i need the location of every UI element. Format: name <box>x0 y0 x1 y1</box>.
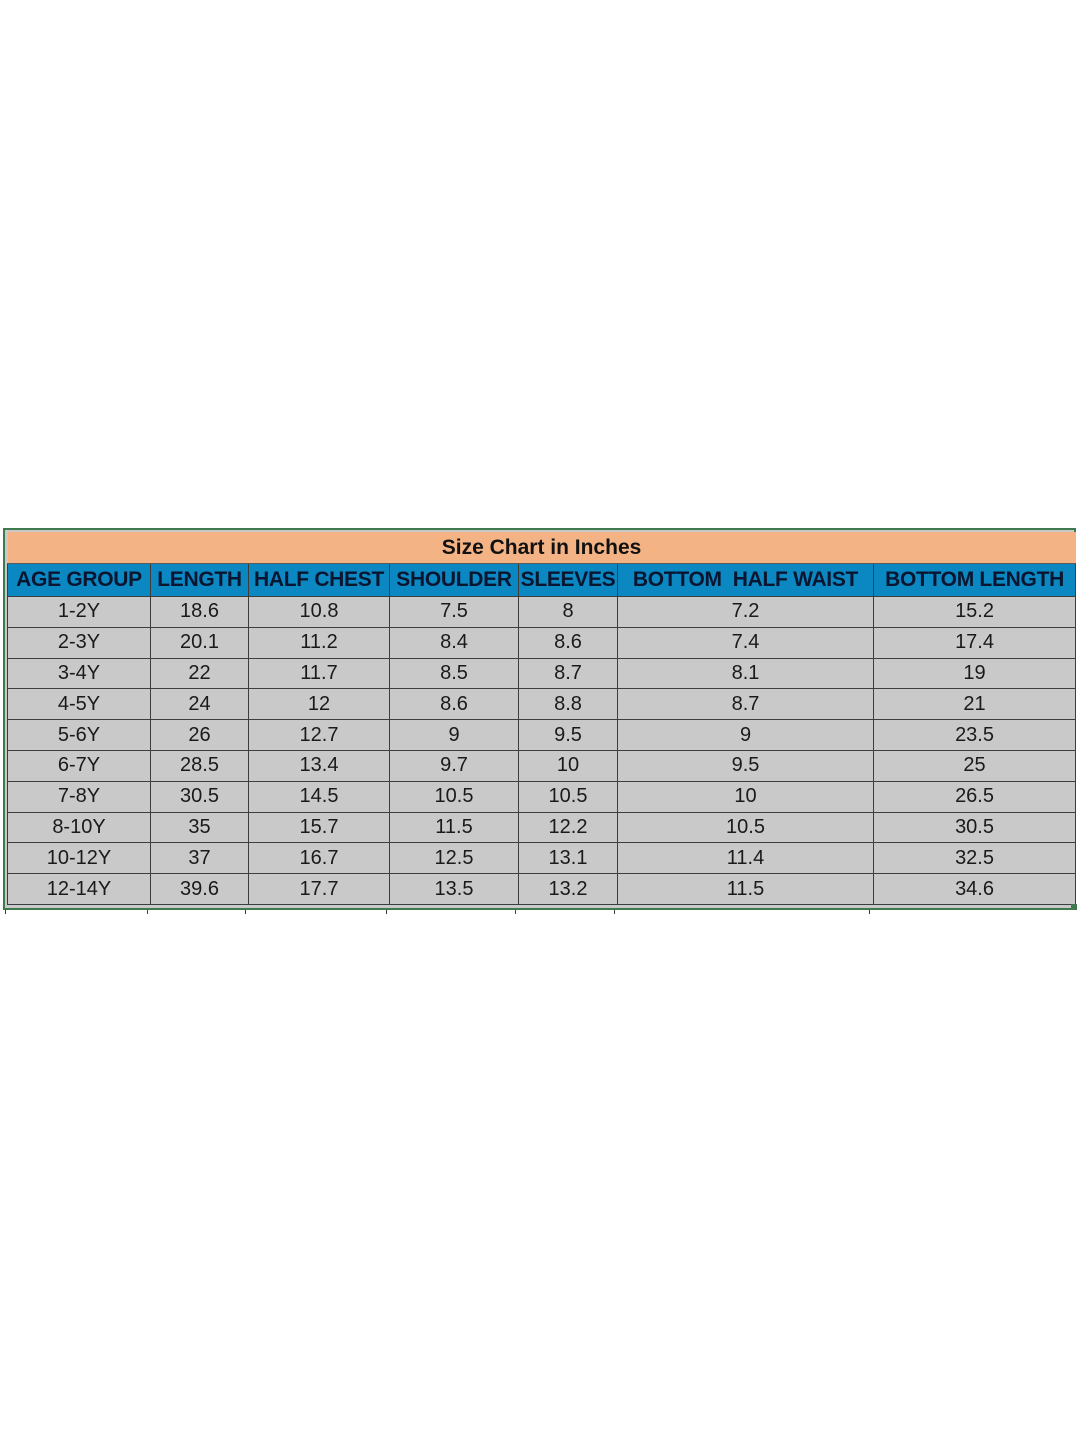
cell-age-group: 7-8Y <box>8 781 151 812</box>
cell-age-group: 1-2Y <box>8 597 151 628</box>
cell-shoulder: 13.5 <box>390 874 519 905</box>
cell-age-group: 4-5Y <box>8 689 151 720</box>
cell-sleeves: 9.5 <box>519 720 618 751</box>
cell-shoulder: 8.5 <box>390 658 519 689</box>
table-row <box>8 874 1076 905</box>
cell-bottom-half-waist: 8.7 <box>618 689 874 720</box>
column-header-half-chest: HALF CHEST <box>249 564 390 597</box>
cell-bottom-half-waist: 7.4 <box>618 627 874 658</box>
cell-length: 24 <box>151 689 249 720</box>
cell-bottom-half-waist: 8.1 <box>618 658 874 689</box>
cell-age-group: 12-14Y <box>8 874 151 905</box>
cell-sleeves: 10.5 <box>519 781 618 812</box>
header-row <box>8 564 1076 597</box>
cell-length: 28.5 <box>151 750 249 781</box>
table-row <box>8 689 1076 720</box>
cell-bottom-half-waist: 9.5 <box>618 750 874 781</box>
table-row <box>8 720 1076 751</box>
cell-shoulder: 8.6 <box>390 689 519 720</box>
cell-half-chest: 13.4 <box>249 750 390 781</box>
grid-tick <box>147 910 148 914</box>
cell-sleeves: 8.6 <box>519 627 618 658</box>
cell-bottom-length: 32.5 <box>874 843 1076 874</box>
cell-length: 35 <box>151 812 249 843</box>
cell-length: 37 <box>151 843 249 874</box>
cell-bottom-length: 25 <box>874 750 1076 781</box>
cell-age-group: 2-3Y <box>8 627 151 658</box>
size-chart-table <box>7 532 1076 905</box>
cell-bottom-length: 30.5 <box>874 812 1076 843</box>
column-header-shoulder: SHOULDER <box>390 564 519 597</box>
cell-bottom-length: 19 <box>874 658 1076 689</box>
cell-sleeves: 10 <box>519 750 618 781</box>
table-row <box>8 781 1076 812</box>
cell-length: 22 <box>151 658 249 689</box>
cell-sleeves: 8.7 <box>519 658 618 689</box>
cell-length: 26 <box>151 720 249 751</box>
cell-half-chest: 17.7 <box>249 874 390 905</box>
column-header-bottom-half-waist: BOTTOM HALF WAIST <box>618 564 874 597</box>
column-header-length: LENGTH <box>151 564 249 597</box>
cell-length: 20.1 <box>151 627 249 658</box>
cell-half-chest: 14.5 <box>249 781 390 812</box>
table-row <box>8 843 1076 874</box>
cell-age-group: 10-12Y <box>8 843 151 874</box>
cell-shoulder: 9 <box>390 720 519 751</box>
table-row <box>8 812 1076 843</box>
cell-bottom-half-waist: 11.5 <box>618 874 874 905</box>
column-header-bottom-length: BOTTOM LENGTH <box>874 564 1076 597</box>
grid-tick <box>386 910 387 914</box>
cell-shoulder: 12.5 <box>390 843 519 874</box>
cell-half-chest: 11.2 <box>249 627 390 658</box>
grid-tick <box>869 910 870 914</box>
cell-sleeves: 8 <box>519 597 618 628</box>
cell-sleeves: 13.1 <box>519 843 618 874</box>
table-row <box>8 627 1076 658</box>
cell-bottom-half-waist: 9 <box>618 720 874 751</box>
cell-half-chest: 15.7 <box>249 812 390 843</box>
table-row <box>8 597 1076 628</box>
cell-half-chest: 12.7 <box>249 720 390 751</box>
table-row <box>8 658 1076 689</box>
column-header-sleeves: SLEEVES <box>519 564 618 597</box>
size-chart-title: Size Chart in Inches <box>8 532 1076 564</box>
grid-tick <box>245 910 246 914</box>
cell-shoulder: 7.5 <box>390 597 519 628</box>
cell-half-chest: 11.7 <box>249 658 390 689</box>
cell-age-group: 6-7Y <box>8 750 151 781</box>
cell-bottom-half-waist: 10.5 <box>618 812 874 843</box>
cell-half-chest: 10.8 <box>249 597 390 628</box>
cell-shoulder: 10.5 <box>390 781 519 812</box>
cell-shoulder: 11.5 <box>390 812 519 843</box>
table-body <box>8 597 1076 905</box>
cell-half-chest: 12 <box>249 689 390 720</box>
cell-bottom-length: 34.6 <box>874 874 1076 905</box>
cell-bottom-half-waist: 10 <box>618 781 874 812</box>
cell-bottom-length: 23.5 <box>874 720 1076 751</box>
cell-age-group: 8-10Y <box>8 812 151 843</box>
cell-age-group: 5-6Y <box>8 720 151 751</box>
grid-tick <box>515 910 516 914</box>
selection-fill-handle[interactable] <box>1071 904 1077 910</box>
cell-sleeves: 13.2 <box>519 874 618 905</box>
column-header-age-group: AGE GROUP <box>8 564 151 597</box>
cell-sleeves: 8.8 <box>519 689 618 720</box>
grid-tick <box>5 910 6 914</box>
cell-bottom-half-waist: 11.4 <box>618 843 874 874</box>
cell-bottom-length: 21 <box>874 689 1076 720</box>
title-row <box>8 532 1076 564</box>
cell-shoulder: 8.4 <box>390 627 519 658</box>
cell-length: 18.6 <box>151 597 249 628</box>
cell-length: 30.5 <box>151 781 249 812</box>
cell-bottom-length: 15.2 <box>874 597 1076 628</box>
cell-bottom-half-waist: 7.2 <box>618 597 874 628</box>
cell-bottom-length: 17.4 <box>874 627 1076 658</box>
size-chart-frame <box>3 528 1076 910</box>
table-row <box>8 750 1076 781</box>
cell-half-chest: 16.7 <box>249 843 390 874</box>
grid-tick <box>614 910 615 914</box>
cell-length: 39.6 <box>151 874 249 905</box>
cell-age-group: 3-4Y <box>8 658 151 689</box>
cell-bottom-length: 26.5 <box>874 781 1076 812</box>
cell-shoulder: 9.7 <box>390 750 519 781</box>
cell-sleeves: 12.2 <box>519 812 618 843</box>
